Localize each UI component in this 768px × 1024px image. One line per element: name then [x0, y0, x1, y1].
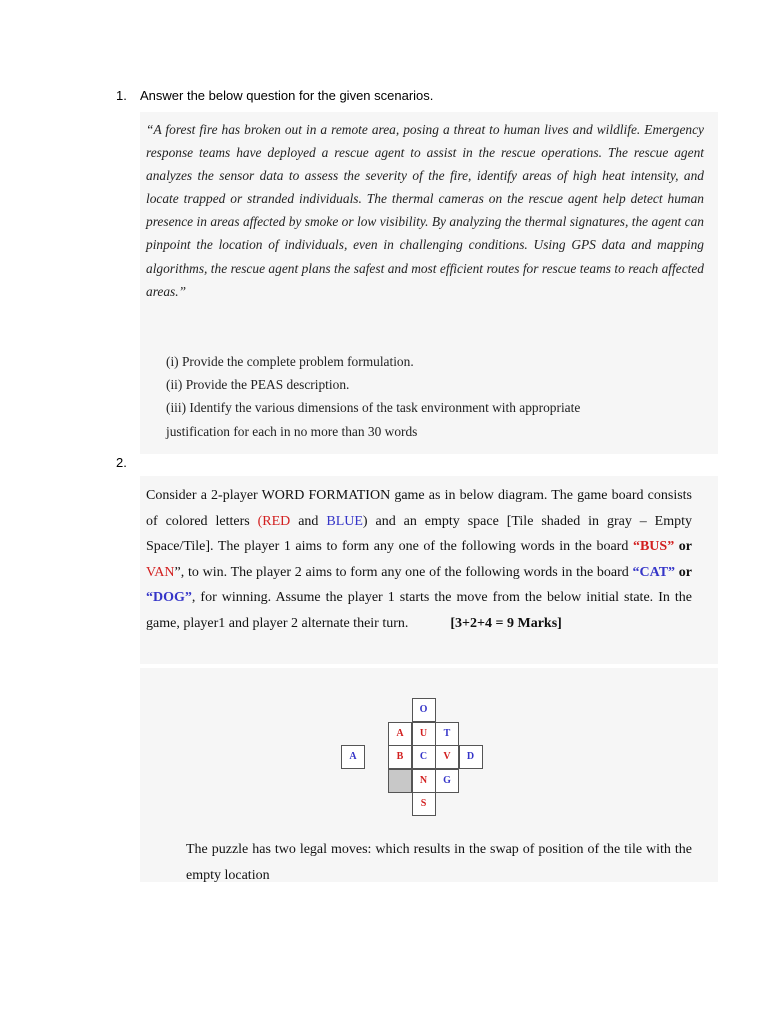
letter-tile: A — [341, 745, 365, 769]
scenario-paragraph: “A forest fire has broken out in a remote area, posing a threat to human lives and wildlife. Emergency response teams have deployed a rescue agent to assist in the rescue operations. The rescue agent analyzes the sensor data to assess the severity of the fire, identify areas of high heat intensity, and locate trapped or stranded individuals. The thermal cameras on the rescue agent help detect human presence in areas affected by smoke or low visibility. By analyzing the thermal signatures, the agent can pinpoint the location of individuals, even in challenging conditions. Using GPS data and mapping algorithms, the rescue agent plans the safest and most efficient routes for rescue teams to reach affected areas.” — [146, 122, 704, 299]
question-1-parts — [166, 350, 696, 443]
intro-text-4: , for winning. Assume the player 1 starts the move from the below initial state. In the game, player1 and player 2 alternate their turn. — [146, 590, 692, 631]
part-i: (i) Provide the complete problem formulation. — [166, 354, 414, 369]
question-1-text: Answer the below question for the given scenarios. — [140, 88, 434, 103]
part-ii: (ii) Provide the PEAS description. — [166, 377, 350, 393]
question-2-intro — [146, 483, 692, 637]
letter-tile: B — [388, 745, 412, 769]
part-iii: (iii) Identify the various dimensions of the task environment with appropriate — [166, 400, 581, 416]
part-iii-continued: justification for each in no more than 30 words — [166, 423, 418, 439]
letter-tile: D — [459, 745, 483, 769]
question-1-number: 1. — [116, 88, 127, 103]
or-word-2: or — [675, 564, 692, 580]
or-word-1: or — [674, 539, 693, 555]
letter-tile: S — [412, 792, 436, 816]
empty-tile — [388, 769, 412, 793]
letter-tile: O — [412, 698, 436, 722]
letter-tile: U — [412, 722, 436, 746]
letter-tile: C — [412, 745, 436, 769]
player1-word-bus: “BUS” — [632, 539, 675, 555]
blue-word: BLUE — [326, 513, 363, 529]
question-2-heading — [116, 455, 140, 470]
puzzle-note: The puzzle has two legal moves: which results in the swap of position of the tile with the empty location — [186, 842, 692, 883]
intro-text-1: Consider a 2-player WORD FORMATION game as in below diagram. The game board consists of colored letters — [146, 488, 692, 529]
player1-word-van: VAN — [146, 564, 175, 580]
letter-tile: G — [435, 769, 459, 793]
letter-tile: V — [435, 745, 459, 769]
letter-tile: A — [388, 722, 412, 746]
letter-tile: N — [412, 769, 436, 793]
marks-label: [3+2+4 = 9 Marks] — [450, 615, 562, 631]
and-word: and — [290, 513, 327, 529]
letter-tile: T — [435, 722, 459, 746]
question-2-number: 2. — [116, 455, 127, 470]
intro-text-2: ) and an empty space [Tile shaded in gray – Empty Space/Tile]. The player 1 aims to form any one of the following words in the board — [146, 513, 692, 555]
question-1-heading — [116, 88, 433, 103]
red-word: (RED — [257, 513, 291, 529]
intro-text-3: ”, to win. The player 2 aims to form any one of the following words in the board — [174, 564, 633, 580]
player2-word-cat: “CAT” — [632, 564, 676, 580]
player2-word-dog: “DOG” — [146, 590, 192, 606]
